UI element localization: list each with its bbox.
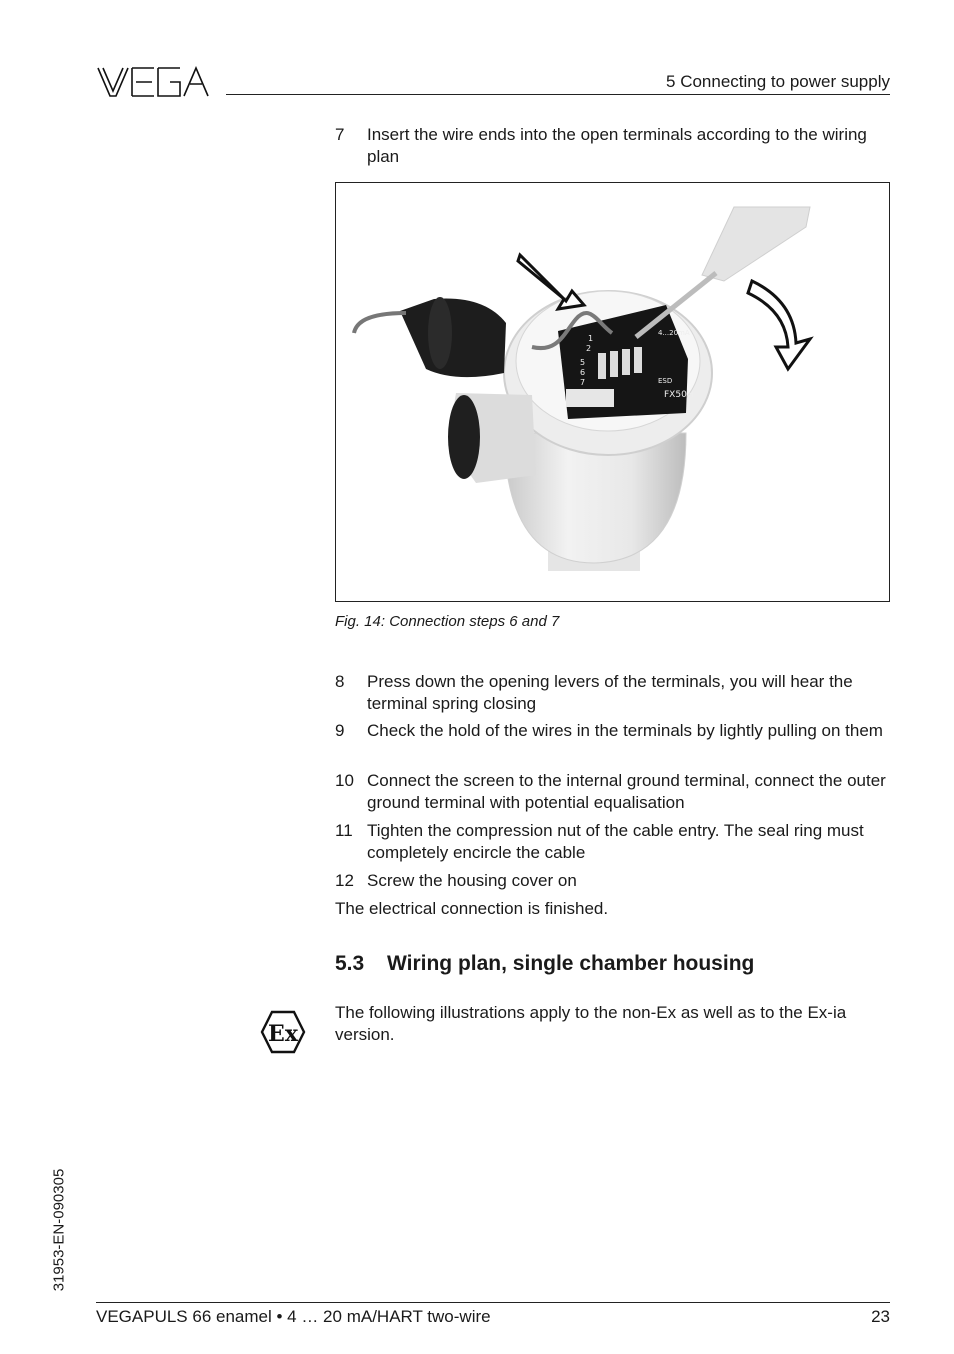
section-number: 5.3: [335, 952, 365, 975]
terminal-label: 1: [588, 334, 594, 343]
document-id: [44, 1155, 74, 1305]
vega-logo: [96, 66, 214, 98]
section-heading: [335, 952, 754, 976]
terminal-label: ESD: [658, 377, 673, 385]
terminal-label: 2: [586, 344, 592, 353]
list-item: [335, 820, 891, 864]
header-rule: [226, 94, 890, 95]
terminal-label: 7: [580, 378, 586, 387]
step-number: 8: [335, 672, 345, 691]
terminal-label: FX50H: [664, 390, 694, 400]
section-title: Wiring plan, single chamber housing: [387, 952, 755, 975]
housing-wiring-illustration: [336, 183, 889, 601]
insert-arrow-icon: [518, 255, 584, 309]
step-number: 7: [335, 125, 345, 144]
figure-frame: [335, 182, 890, 602]
step-text: Check the hold of the wires in the terminals by lightly pulling on them: [367, 721, 883, 740]
cable-gland: [354, 297, 506, 377]
list-item: [335, 870, 891, 892]
section-running-title: 5 Connecting to power supply: [666, 72, 890, 91]
ex-symbol: Ex: [268, 1021, 298, 1047]
terminal-label: 6: [580, 368, 586, 377]
document-id-text: 31953-EN-090305: [50, 1168, 68, 1292]
list-item: [335, 720, 891, 742]
second-cable-entry: [448, 393, 536, 483]
curved-arrow-icon: [748, 281, 810, 369]
page-number: 23: [871, 1307, 890, 1326]
footer-product: VEGAPULS 66 enamel • 4 … 20 mA/HART two-wire: [96, 1307, 491, 1326]
terminal-label: 4...20mA: [658, 329, 690, 337]
step-number: 10: [335, 771, 354, 790]
step-number: 12: [335, 871, 354, 890]
ex-protection-icon: [260, 1010, 306, 1054]
footer-rule: [96, 1302, 890, 1303]
closing-paragraph: The electrical connection is finished.: [335, 899, 609, 918]
list-item: [335, 671, 891, 715]
figure-caption: Fig. 14: Connection steps 6 and 7: [335, 613, 560, 630]
step-text: Tighten the compression nut of the cable entry. The seal ring must completely encircle the cable: [367, 821, 864, 862]
terminal-label: 5: [580, 358, 586, 367]
list-item: [335, 770, 891, 814]
step-number: 11: [335, 821, 353, 840]
step-text: Press down the opening levers of the terminals, you will hear the terminal spring closing: [367, 672, 853, 713]
step-text: Connect the screen to the internal ground terminal, connect the outer ground terminal with potential equalisation: [367, 771, 886, 812]
step-number: 9: [335, 721, 345, 740]
list-item: [335, 124, 891, 168]
step-text: Insert the wire ends into the open terminals according to the wiring plan: [367, 125, 867, 166]
step-text: Screw the housing cover on: [367, 871, 577, 890]
ex-note-paragraph: The following illustrations apply to the non-Ex as well as to the Ex-ia version.: [335, 1003, 847, 1044]
